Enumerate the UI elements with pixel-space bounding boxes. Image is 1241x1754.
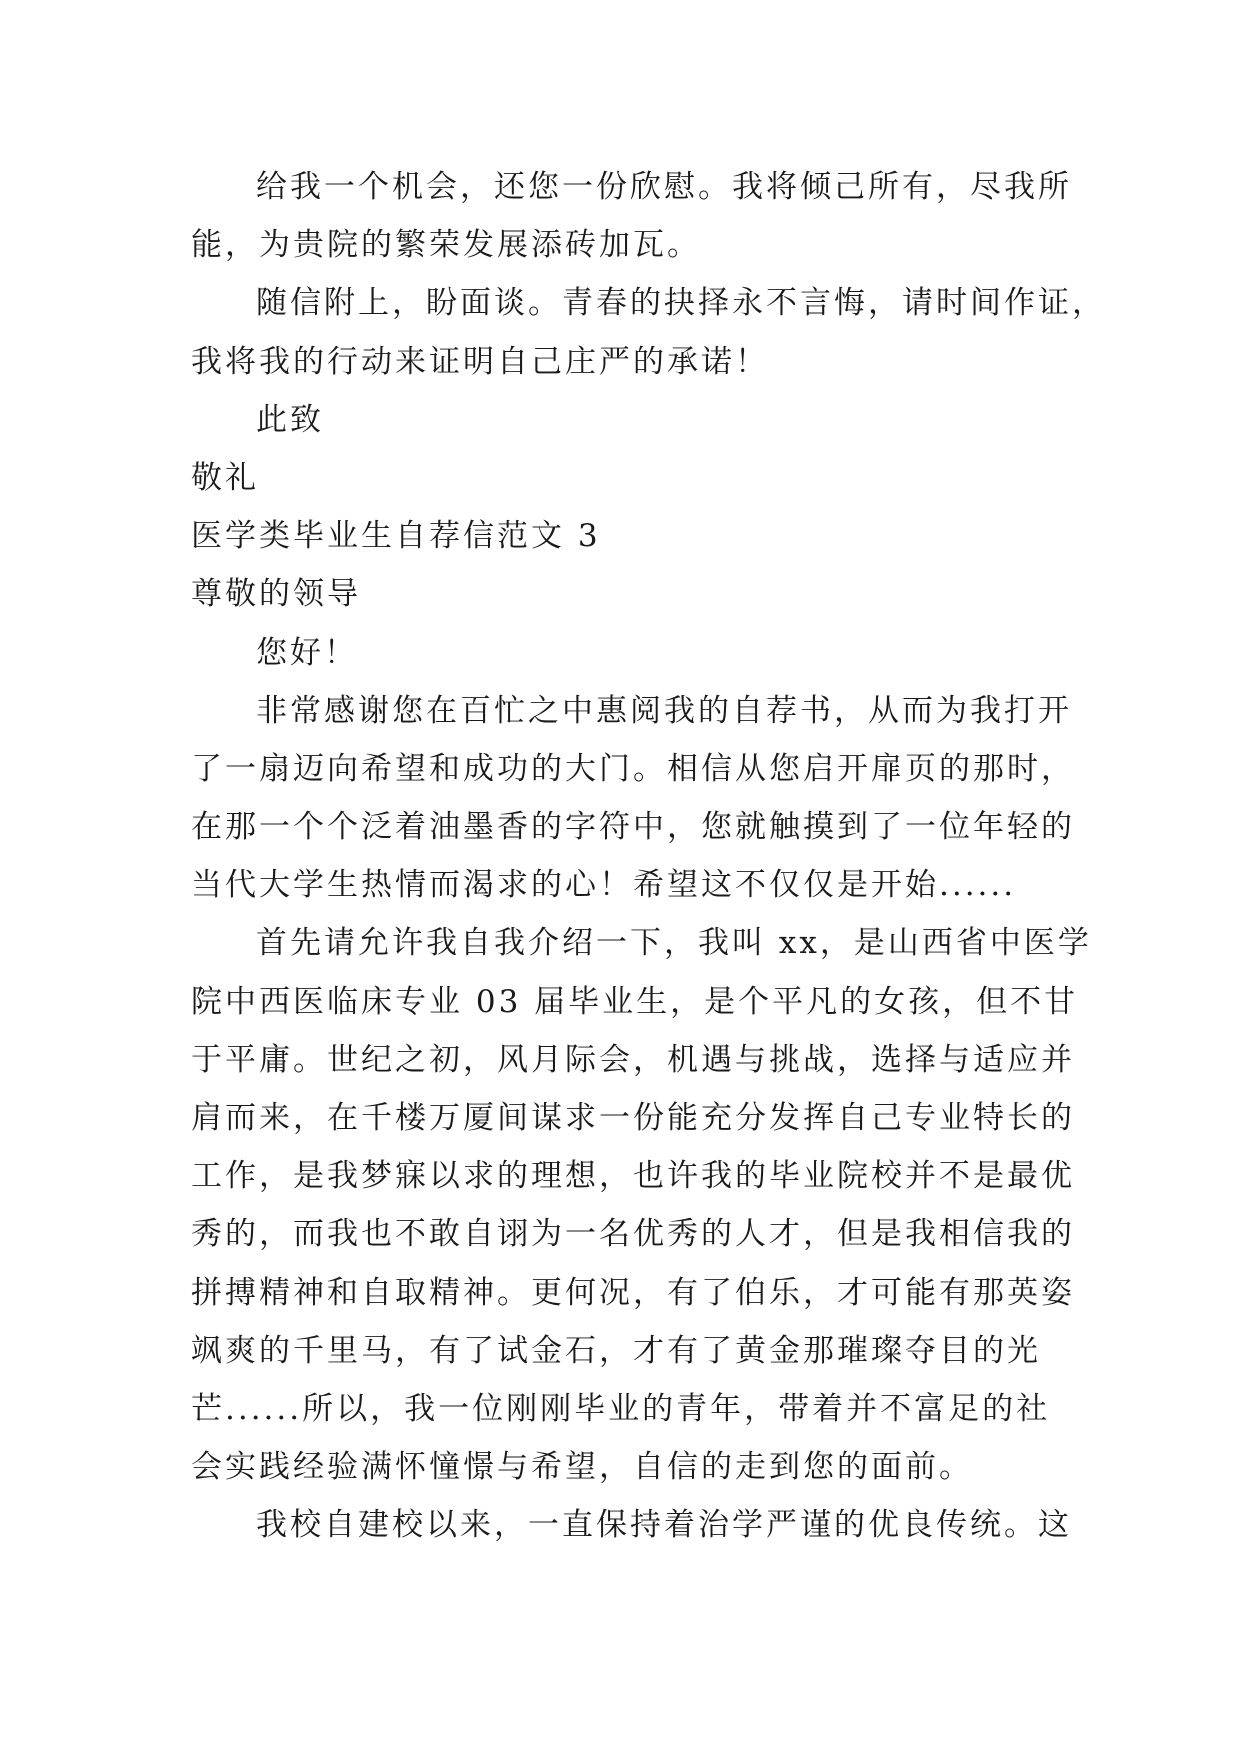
text-line: 于平庸。世纪之初，风月际会，机遇与挑战，选择与适应并 [191,1041,1075,1078]
text-line: 秀的，而我也不敢自诩为一名优秀的人才，但是我相信我的 [191,1216,1075,1253]
text-line: 了一扇迈向希望和成功的大门。相信从您启开扉页的那时， [191,750,1075,787]
text-line: 拼搏精神和自取精神。更何况，有了伯乐，才可能有那英姿 [191,1274,1075,1311]
letter-body [191,158,1106,1555]
text-line: 我校自建校以来，一直保持着治学严谨的优良传统。这 [256,1507,1072,1544]
text-line: 敬礼 [191,459,259,496]
text-line: 飒爽的千里马，有了试金石，才有了黄金那璀璨夺目的光 [191,1332,1041,1369]
text-line: 非常感谢您在百忙之中惠阅我的自荐书，从而为我打开 [256,692,1072,729]
text-line: 当代大学生热情而渴求的心！希望这不仅仅是开始...... [191,867,1017,904]
text-line: 此致 [256,401,324,438]
text-line: 给我一个机会，还您一份欣慰。我将倾己所有，尽我所 [256,169,1072,205]
text-line: 首先请允许我自我介绍一下，我叫 xx，是山西省中医学 [256,925,1092,962]
text-line: 工作，是我梦寐以求的理想，也许我的毕业院校并不是最优 [191,1158,1075,1195]
text-line: 院中西医临床专业 03 届毕业生，是个平凡的女孩，但不甘 [191,983,1079,1020]
text-line: 在那一个个泛着油墨香的字符中，您就触摸到了一位年轻的 [191,809,1075,846]
text-line: 医学类毕业生自荐信范文 3 [191,518,601,555]
text-line: 随信附上，盼面谈。青春的抉择永不言悔，请时间作证， [256,285,1106,322]
text-line: 肩而来，在千楼万厦间谋求一份能充分发挥自己专业特长的 [191,1100,1075,1136]
text-line: 芒......所以，我一位刚刚毕业的青年，带着并不富足的社 [191,1390,1051,1427]
text-line: 会实践经验满怀憧憬与希望，自信的走到您的面前。 [191,1449,973,1486]
text-line: 您好！ [256,634,358,671]
text-line: 我将我的行动来证明自己庄严的承诺！ [191,343,769,380]
text-line: 能，为贵院的繁荣发展添砖加瓦。 [191,227,701,264]
text-line: 尊敬的领导 [191,576,361,613]
